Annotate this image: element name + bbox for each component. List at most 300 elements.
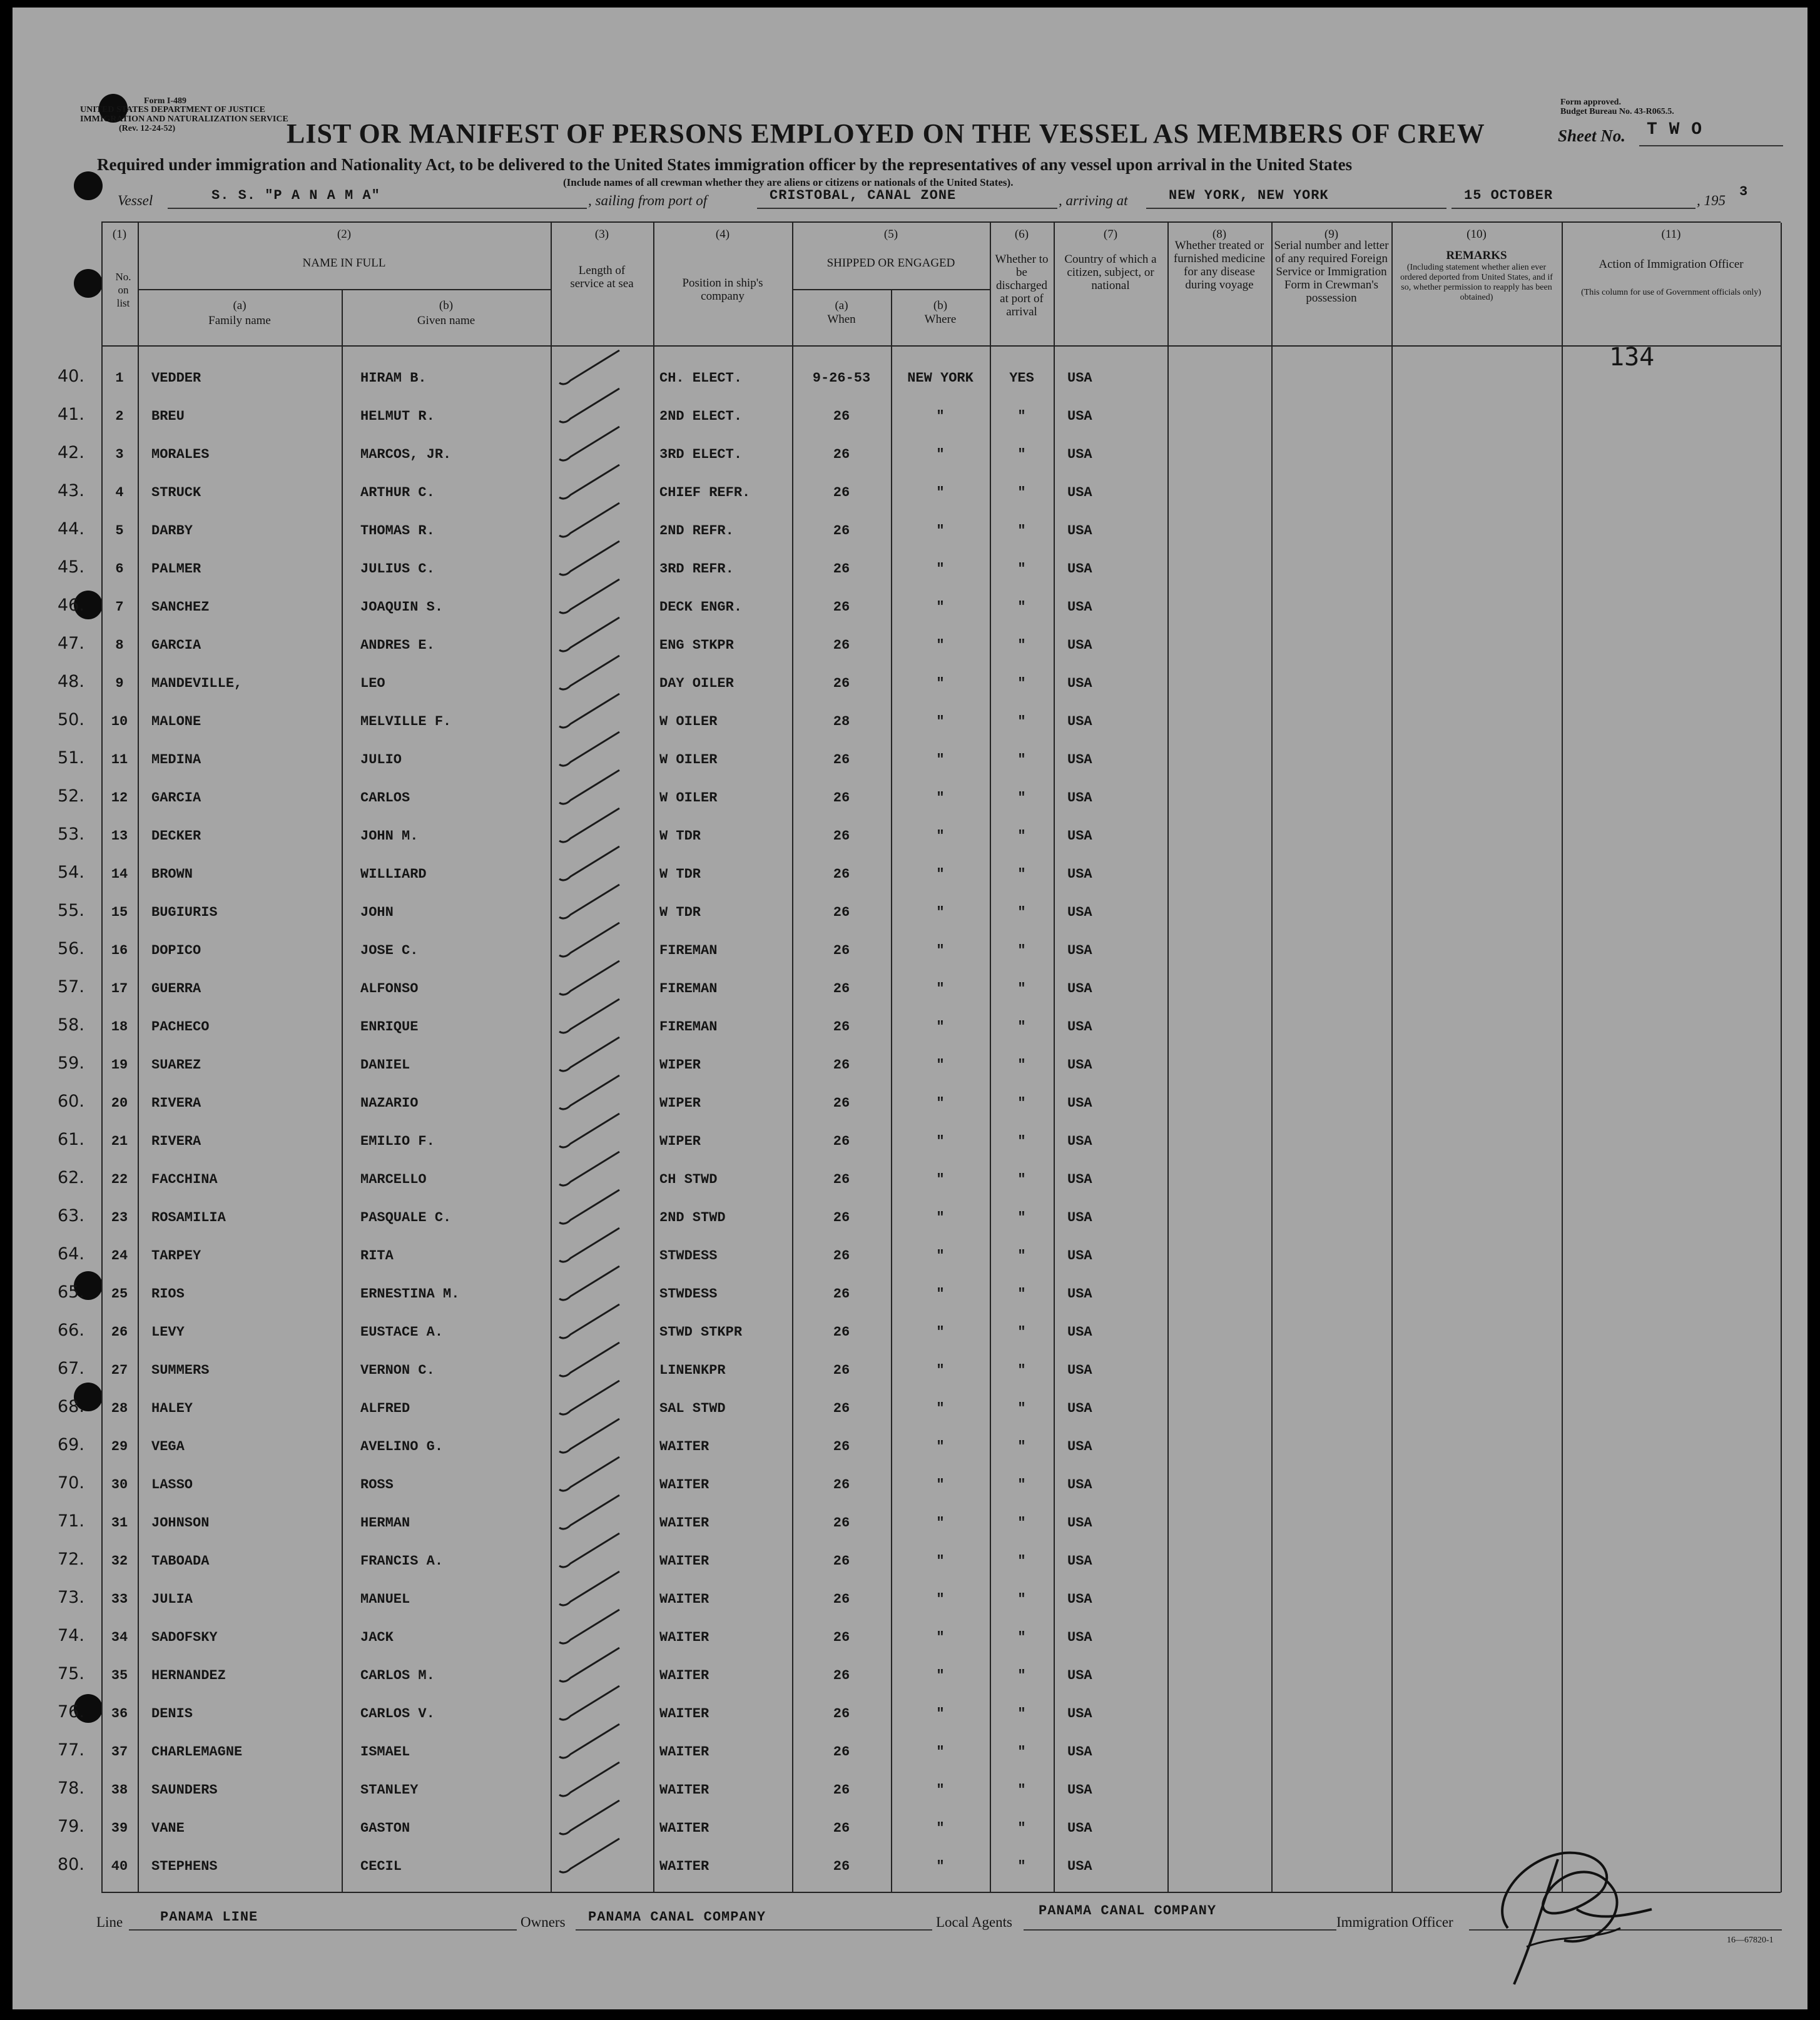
header-when-a: (a) — [835, 299, 848, 312]
family-name: STEPHENS — [151, 1859, 218, 1874]
check-mark-icon — [544, 1377, 663, 1421]
handwritten-number: 58. — [58, 1015, 84, 1035]
given-name: THOMAS R. — [360, 523, 435, 539]
shipped-when: 26 — [833, 1668, 850, 1683]
handwritten-number: 55. — [58, 901, 84, 920]
punch-hole — [74, 269, 103, 298]
given-name: ENRIQUE — [360, 1019, 419, 1035]
check-mark-icon — [544, 1148, 663, 1192]
handwritten-number: 61. — [58, 1130, 84, 1149]
discharged-at-port: " — [1017, 409, 1026, 424]
country: USA — [1067, 1439, 1092, 1454]
immigration-officer-signature — [1470, 1822, 1658, 1997]
shipped-where: " — [936, 981, 945, 997]
line-label: Line — [96, 1914, 123, 1930]
shipped-where: " — [936, 828, 945, 844]
shipped-when: 26 — [833, 1095, 850, 1111]
shipped-when: 26 — [833, 790, 850, 806]
requirement-text: Required under immigration and Nationality Act, to be delivered to the United States immigration officer by the representatives of any vessel upon arrival in the United States — [97, 155, 1353, 174]
position: STWD STKPR — [659, 1324, 743, 1340]
given-name: CECIL — [360, 1859, 402, 1874]
discharged-at-port: " — [1017, 1057, 1026, 1073]
row-number: 18 — [111, 1019, 128, 1035]
revision: (Rev. 12-24-52) — [119, 124, 176, 133]
check-mark-icon — [544, 499, 663, 543]
handwritten-number: 59. — [58, 1053, 84, 1073]
row-number: 33 — [111, 1591, 128, 1607]
sheet-number: T W O — [1647, 120, 1703, 140]
agents-label: Local Agents — [936, 1914, 1012, 1930]
country: USA — [1067, 1286, 1092, 1302]
table-row — [13, 1653, 1807, 1691]
row-number: 37 — [111, 1744, 128, 1760]
position: WAITER — [659, 1820, 709, 1836]
handwritten-number: 48. — [58, 672, 84, 691]
position: W OILER — [659, 790, 718, 806]
given-name: LEO — [360, 676, 385, 691]
handwritten-number: 47. — [58, 634, 84, 653]
position: WAITER — [659, 1630, 709, 1645]
shipped-where: " — [936, 1553, 945, 1569]
handwritten-number: 72. — [58, 1550, 84, 1569]
discharged-at-port: " — [1017, 1439, 1026, 1454]
handwritten-number: 43. — [58, 481, 84, 500]
country: USA — [1067, 561, 1092, 577]
shipped-where: " — [936, 1401, 945, 1416]
row-number: 11 — [111, 752, 128, 768]
table-row — [13, 393, 1807, 432]
row-number: 36 — [111, 1706, 128, 1722]
col-number: (7) — [1103, 228, 1118, 241]
family-name: BROWN — [151, 866, 193, 882]
row-number: 31 — [111, 1515, 128, 1531]
given-name: ROSS — [360, 1477, 394, 1493]
country: USA — [1067, 1630, 1092, 1645]
handwritten-number: 65. — [58, 1282, 84, 1302]
vessel-label: Vessel — [118, 193, 153, 208]
check-mark-icon — [544, 537, 663, 581]
handwritten-number: 51. — [58, 748, 84, 768]
table-row — [13, 1119, 1807, 1157]
header-remarks: REMARKS — [1446, 249, 1507, 262]
country: USA — [1067, 599, 1092, 615]
given-name: JACK — [360, 1630, 394, 1645]
table-row — [13, 966, 1807, 1004]
row-number: 10 — [111, 714, 128, 729]
country: USA — [1067, 409, 1092, 424]
position: FIREMAN — [659, 1019, 718, 1035]
country: USA — [1067, 1324, 1092, 1340]
header-action: Action of Immigration Officer — [1599, 258, 1744, 271]
given-name: ALFONSO — [360, 981, 419, 997]
country: USA — [1067, 1401, 1092, 1416]
given-name: JOHN — [360, 905, 394, 920]
family-name: VANE — [151, 1820, 185, 1836]
table-row — [13, 775, 1807, 813]
row-number: 30 — [111, 1477, 128, 1493]
col-number: (9) — [1324, 228, 1339, 241]
date-underline — [1451, 208, 1695, 209]
family-name: HALEY — [151, 1401, 193, 1416]
discharged-at-port: " — [1017, 1859, 1026, 1874]
check-mark-icon — [544, 1453, 663, 1497]
position: CH STWD — [659, 1172, 718, 1187]
header-where: Where — [924, 313, 957, 326]
table-row — [13, 1271, 1807, 1309]
check-mark-icon — [544, 1835, 663, 1879]
position: WAITER — [659, 1668, 709, 1683]
header-name-in-full: NAME IN FULL — [302, 256, 386, 270]
family-name: ROSAMILIA — [151, 1210, 226, 1226]
row-number: 9 — [115, 676, 124, 691]
shipped-where: " — [936, 752, 945, 768]
position: STWDESS — [659, 1248, 718, 1264]
family-name: SADOFSKY — [151, 1630, 218, 1645]
table-row — [13, 661, 1807, 699]
discharged-at-port: " — [1017, 561, 1026, 577]
check-mark-icon — [544, 1530, 663, 1573]
position: FIREMAN — [659, 943, 718, 958]
family-name: GUERRA — [151, 981, 201, 997]
table-row — [13, 699, 1807, 737]
table-row — [13, 432, 1807, 470]
shipped-where: " — [936, 1439, 945, 1454]
shipped-where: " — [936, 1668, 945, 1683]
row-number: 23 — [111, 1210, 128, 1226]
handwritten-number: 56. — [58, 939, 84, 958]
arriving-label: , arriving at — [1059, 193, 1128, 208]
position: W TDR — [659, 828, 701, 844]
position: WAITER — [659, 1553, 709, 1569]
shipped-where: " — [936, 523, 945, 539]
check-mark-icon — [544, 1072, 663, 1115]
family-name: TARPEY — [151, 1248, 201, 1264]
table-row — [13, 355, 1807, 393]
country: USA — [1067, 1095, 1092, 1111]
handwritten-number: 78. — [58, 1779, 84, 1798]
handwritten-number: 80. — [58, 1855, 84, 1874]
handwritten-number: 62. — [58, 1168, 84, 1187]
family-name: DARBY — [151, 523, 193, 539]
position: WAITER — [659, 1706, 709, 1722]
position: W OILER — [659, 714, 718, 729]
shipped-where: " — [936, 1820, 945, 1836]
table-row — [13, 1462, 1807, 1500]
row-number: 24 — [111, 1248, 128, 1264]
check-mark-icon — [544, 957, 663, 1001]
budget-bureau: Budget Bureau No. 43-R065.5. — [1560, 107, 1674, 116]
position: STWDESS — [659, 1286, 718, 1302]
position: WIPER — [659, 1134, 701, 1149]
given-name: DANIEL — [360, 1057, 410, 1073]
shipped-when: 26 — [833, 599, 850, 615]
owners-underline — [576, 1929, 932, 1931]
shipped-where: " — [936, 1095, 945, 1111]
shipped-where: " — [936, 485, 945, 500]
position: WAITER — [659, 1591, 709, 1607]
header-discharged: Whether to be discharged at port of arrival — [995, 253, 1049, 318]
position: CH. ELECT. — [659, 370, 743, 386]
country: USA — [1067, 828, 1092, 844]
country: USA — [1067, 790, 1092, 806]
shipped-when: 26 — [833, 447, 850, 462]
country: USA — [1067, 1744, 1092, 1760]
table-row — [13, 1157, 1807, 1195]
given-name: MELVILLE F. — [360, 714, 452, 729]
row-number: 40 — [111, 1859, 128, 1874]
given-name: MANUEL — [360, 1591, 410, 1607]
given-name: EMILIO F. — [360, 1134, 435, 1149]
row-number: 19 — [111, 1057, 128, 1073]
shipped-when: 26 — [833, 1515, 850, 1531]
include-note: (Include names of all crewman whether they are aliens or citizens or nationals of the United States). — [563, 176, 1014, 188]
check-mark-icon — [544, 766, 663, 810]
handwritten-number: 77. — [58, 1740, 84, 1760]
country: USA — [1067, 637, 1092, 653]
shipped-where: " — [936, 905, 945, 920]
row-number: 8 — [115, 637, 124, 653]
discharged-at-port: " — [1017, 1401, 1026, 1416]
position: 2ND REFR. — [659, 523, 734, 539]
family-name: RIVERA — [151, 1134, 201, 1149]
shipped-when: 26 — [833, 1019, 850, 1035]
position: 3RD REFR. — [659, 561, 734, 577]
owners-value: PANAMA CANAL COMPANY — [588, 1909, 766, 1925]
family-name: MALONE — [151, 714, 201, 729]
country: USA — [1067, 1782, 1092, 1798]
given-name: STANLEY — [360, 1782, 419, 1798]
shipped-where: " — [936, 1286, 945, 1302]
row-number: 21 — [111, 1134, 128, 1149]
table-row — [13, 1538, 1807, 1576]
row-number: 1 — [115, 370, 124, 386]
position: 2ND STWD — [659, 1210, 726, 1226]
header-medicine: Whether treated or furnished medicine for any disease during voyage — [1173, 239, 1266, 292]
owners-label: Owners — [521, 1914, 566, 1930]
family-name: VEGA — [151, 1439, 185, 1454]
family-name: DECKER — [151, 828, 201, 844]
handwritten-number: 74. — [58, 1626, 84, 1645]
given-name: FRANCIS A. — [360, 1553, 444, 1569]
col-number: (8) — [1212, 228, 1227, 241]
family-name: BUGIURIS — [151, 905, 218, 920]
discharged-at-port: " — [1017, 676, 1026, 691]
col-number: (2) — [337, 228, 352, 241]
check-mark-icon — [544, 1644, 663, 1688]
row-number: 5 — [115, 523, 124, 539]
given-name: CARLOS M. — [360, 1668, 435, 1683]
handwritten-number: 54. — [58, 863, 84, 882]
sailing-label: , sailing from port of — [588, 193, 708, 208]
family-name: HERNANDEZ — [151, 1668, 226, 1683]
shipped-when: 26 — [833, 1553, 850, 1569]
discharged-at-port: " — [1017, 637, 1026, 653]
discharged-at-port: " — [1017, 714, 1026, 729]
given-name: CARLOS — [360, 790, 410, 806]
year-label: , 195 — [1697, 193, 1726, 208]
handwritten-number: 79. — [58, 1817, 84, 1836]
position: ENG STKPR — [659, 637, 734, 653]
handwritten-number: 63. — [58, 1206, 84, 1226]
shipped-when: 26 — [833, 1210, 850, 1226]
row-number: 25 — [111, 1286, 128, 1302]
check-mark-icon — [544, 1759, 663, 1802]
row-number: 39 — [111, 1820, 128, 1836]
footer-code: 16—67820-1 — [1727, 1936, 1774, 1945]
agents-underline — [1024, 1929, 1336, 1931]
col-number: (1) — [112, 228, 127, 241]
country: USA — [1067, 1820, 1092, 1836]
shipped-where: " — [936, 637, 945, 653]
discharged-at-port: " — [1017, 1286, 1026, 1302]
check-mark-icon — [544, 385, 663, 429]
country: USA — [1067, 1706, 1092, 1722]
row-number: 38 — [111, 1782, 128, 1798]
check-mark-icon — [544, 1186, 663, 1230]
shipped-when: 26 — [833, 1859, 850, 1874]
shipped-where: " — [936, 1706, 945, 1722]
shipped-when: 26 — [833, 1363, 850, 1378]
shipped-where: " — [936, 1172, 945, 1187]
table-row — [13, 584, 1807, 622]
given-name: ANDRES E. — [360, 637, 435, 653]
country: USA — [1067, 1057, 1092, 1073]
position: W OILER — [659, 752, 718, 768]
family-name: SUMMERS — [151, 1363, 210, 1378]
family-name: LASSO — [151, 1477, 193, 1493]
discharged-at-port: " — [1017, 1591, 1026, 1607]
country: USA — [1067, 523, 1092, 539]
form-approved: Form approved. — [1560, 98, 1621, 107]
shipped-where: " — [936, 1591, 945, 1607]
shipped-where: " — [936, 943, 945, 958]
check-mark-icon — [544, 728, 663, 772]
discharged-at-port: " — [1017, 1630, 1026, 1645]
shipped-when: 26 — [833, 752, 850, 768]
country: USA — [1067, 676, 1092, 691]
given-name: GASTON — [360, 1820, 410, 1836]
shipped-when: 26 — [833, 981, 850, 997]
check-mark-icon — [544, 1568, 663, 1611]
shipped-where: " — [936, 866, 945, 882]
family-name: STRUCK — [151, 485, 201, 500]
sheet-underline — [1639, 145, 1783, 146]
row-number: 7 — [115, 599, 124, 615]
sailing-underline — [757, 208, 1057, 209]
position: CHIEF REFR. — [659, 485, 751, 500]
family-name: SUAREZ — [151, 1057, 201, 1073]
handwritten-number: 64. — [58, 1244, 84, 1264]
shipped-when: 26 — [833, 561, 850, 577]
family-name: TABOADA — [151, 1553, 210, 1569]
vessel-underline — [168, 208, 587, 209]
row-number: 34 — [111, 1630, 128, 1645]
discharged-at-port: " — [1017, 485, 1026, 500]
header-action-note: (This column for use of Government officials only) — [1581, 288, 1761, 297]
shipped-when: 26 — [833, 1782, 850, 1798]
discharged-at-port: " — [1017, 1553, 1026, 1569]
sailing-value: CRISTOBAL, CANAL ZONE — [770, 188, 957, 203]
discharged-at-port: " — [1017, 752, 1026, 768]
shipped-where: " — [936, 1515, 945, 1531]
shipped-when: 26 — [833, 409, 850, 424]
shipped-when: 26 — [833, 1324, 850, 1340]
discharged-at-port: " — [1017, 1515, 1026, 1531]
family-name: FACCHINA — [151, 1172, 218, 1187]
table-row — [13, 470, 1807, 508]
table-row — [13, 1729, 1807, 1767]
row-number: 3 — [115, 447, 124, 462]
position: DECK ENGR. — [659, 599, 743, 615]
family-name: LEVY — [151, 1324, 185, 1340]
check-mark-icon — [544, 804, 663, 848]
family-name: JOHNSON — [151, 1515, 210, 1531]
shipped-when: 26 — [833, 1286, 850, 1302]
position: 3RD ELECT. — [659, 447, 743, 462]
line-underline — [129, 1929, 517, 1931]
header-given-name: Given name — [417, 314, 475, 327]
header-family-name: Family name — [208, 314, 271, 327]
discharged-at-port: " — [1017, 1744, 1026, 1760]
discharged-at-port: " — [1017, 523, 1026, 539]
discharged-at-port: " — [1017, 981, 1026, 997]
check-mark-icon — [544, 1606, 663, 1650]
shipped-when: 26 — [833, 1134, 850, 1149]
date-value: 15 OCTOBER — [1464, 188, 1553, 203]
check-mark-icon — [544, 843, 663, 886]
shipped-where: " — [936, 1744, 945, 1760]
country: USA — [1067, 905, 1092, 920]
handwritten-number: 75. — [58, 1664, 84, 1683]
given-name: HERMAN — [360, 1515, 410, 1531]
discharged-at-port: " — [1017, 447, 1026, 462]
family-name: VEDDER — [151, 370, 201, 386]
check-mark-icon — [544, 1720, 663, 1764]
vessel-value: S. S. "P A N A M A" — [211, 188, 380, 203]
country: USA — [1067, 1515, 1092, 1531]
country: USA — [1067, 1363, 1092, 1378]
given-name: ALFRED — [360, 1401, 410, 1416]
row-number: 20 — [111, 1095, 128, 1111]
row-number: 28 — [111, 1401, 128, 1416]
shipped-when: 26 — [833, 943, 850, 958]
given-name: ISMAEL — [360, 1744, 410, 1760]
table-row — [13, 622, 1807, 661]
shipped-when: 26 — [833, 1439, 850, 1454]
family-name: MORALES — [151, 447, 210, 462]
family-name: RIOS — [151, 1286, 185, 1302]
position: W TDR — [659, 866, 701, 882]
check-mark-icon — [544, 423, 663, 467]
given-name: JOHN M. — [360, 828, 419, 844]
country: USA — [1067, 1553, 1092, 1569]
handwritten-number: 40. — [58, 367, 84, 386]
handwritten-number: 73. — [58, 1588, 84, 1607]
position: W TDR — [659, 905, 701, 920]
given-name: CARLOS V. — [360, 1706, 435, 1722]
table-row — [13, 1615, 1807, 1653]
family-name: PACHECO — [151, 1019, 210, 1035]
header-where-b: (b) — [933, 299, 948, 312]
discharged-at-port: " — [1017, 1210, 1026, 1226]
shipped-when: 26 — [833, 1401, 850, 1416]
discharged-at-port: " — [1017, 1706, 1026, 1722]
country: USA — [1067, 752, 1092, 768]
position: WAITER — [659, 1744, 709, 1760]
table-row — [13, 851, 1807, 890]
shipped-when: 26 — [833, 1172, 850, 1187]
row-number: 35 — [111, 1668, 128, 1683]
